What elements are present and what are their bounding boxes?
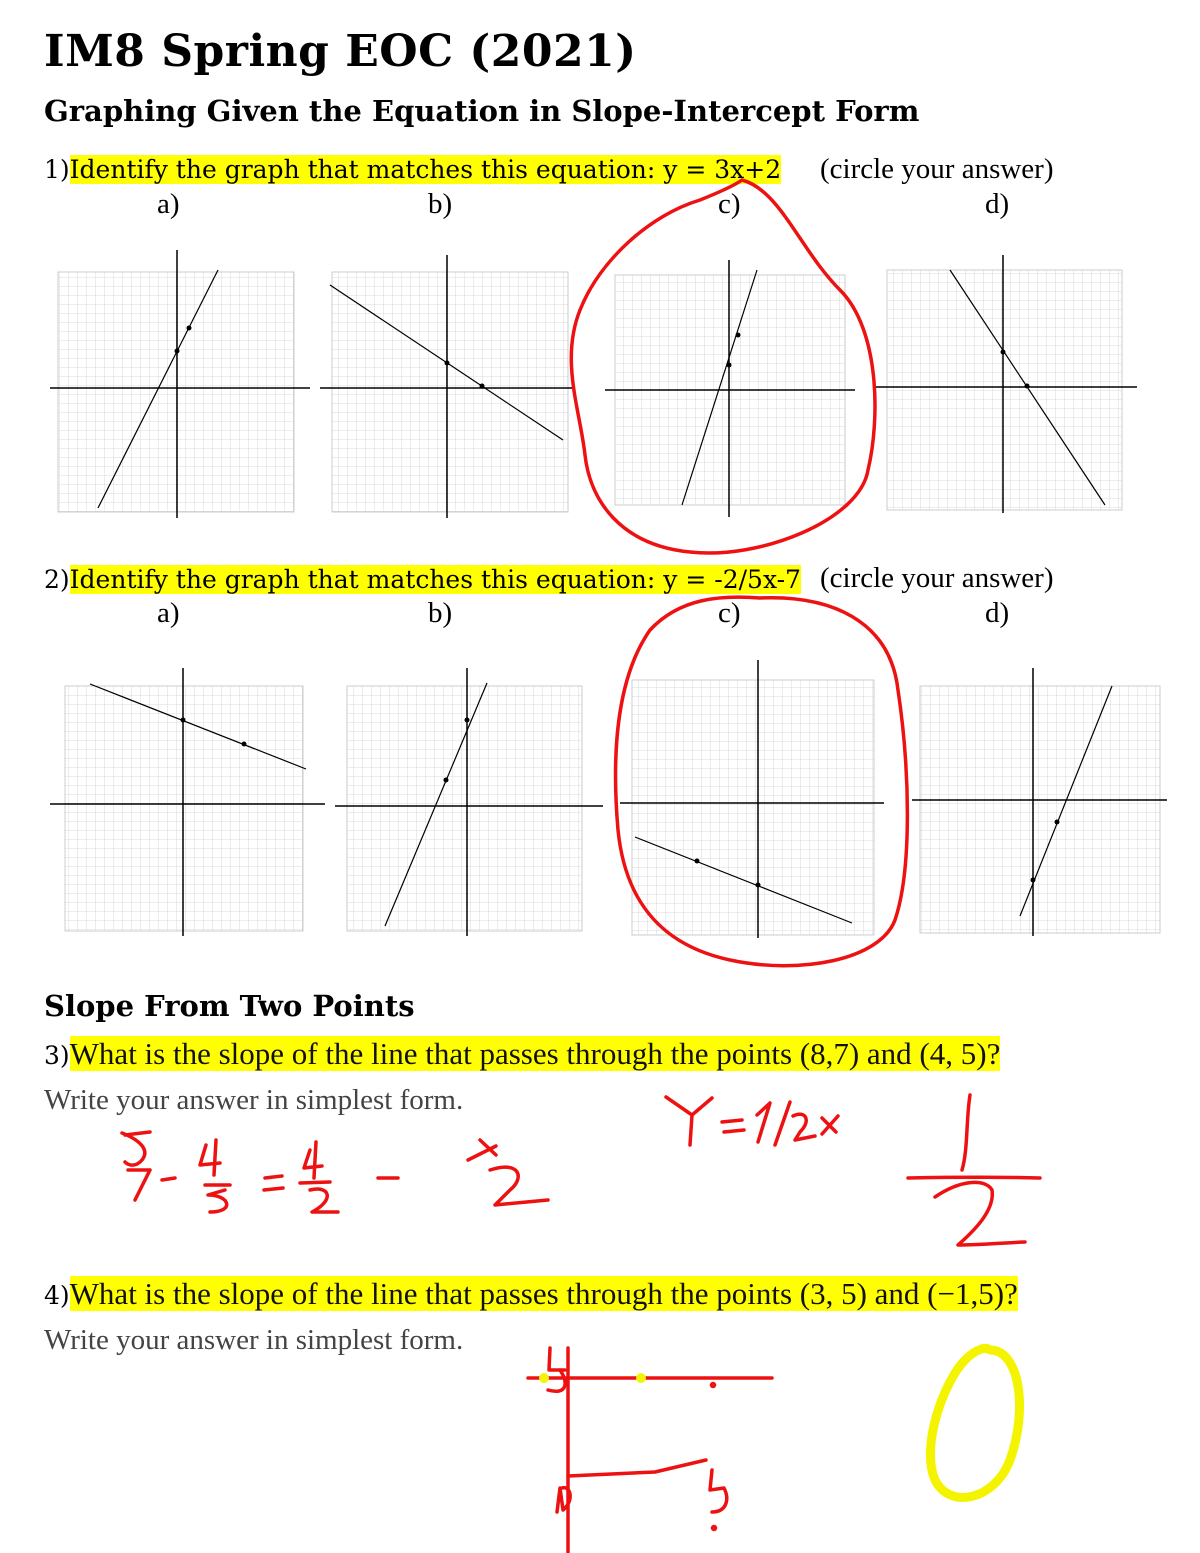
equation: y = -2/5x-7 (663, 565, 801, 594)
question-number: 1) (44, 155, 70, 184)
handwritten-answer-q4 (930, 1348, 1019, 1497)
question-prompt: Identify the graph that matches this equation: (69, 155, 656, 184)
handwritten-work-q3 (122, 1132, 150, 1200)
question-number: 4) (44, 1281, 70, 1310)
handwritten-equation-q3 (666, 1097, 838, 1145)
question-text: What is the slope of the line that passes through the points (3, 5) and (−1,5)? (69, 1276, 1018, 1311)
option-b-label: b) (428, 188, 453, 220)
option-c-label: c) (718, 188, 741, 220)
handwritten-work-q4 (528, 1348, 565, 1391)
section-heading-slope: Slope From Two Points (44, 989, 415, 1023)
option-a-label: a) (157, 597, 180, 629)
q2-graph-a[interactable] (50, 668, 325, 938)
instruction: Write your answer in simplest form. (44, 1084, 464, 1116)
question-1 (44, 155, 781, 184)
q1-graph-d[interactable] (875, 255, 1140, 515)
handwritten-answer-q3 (908, 1095, 1040, 1245)
question-4 (44, 1276, 1018, 1312)
q1-graph-b[interactable] (320, 250, 580, 520)
option-d-label: d) (985, 188, 1010, 220)
q2-graph-c[interactable] (620, 660, 885, 940)
circle-instruction: (circle your answer) (820, 562, 1054, 594)
question-number: 3) (44, 1041, 70, 1070)
option-a-label: a) (157, 188, 180, 220)
q2-graph-d[interactable] (912, 668, 1167, 938)
q1-graph-c[interactable] (605, 255, 860, 520)
equation: y = 3x+2 (663, 155, 782, 184)
page-title: IM8 Spring EOC (2021) (44, 26, 637, 77)
section-heading-graphing: Graphing Given the Equation in Slope-Intercept Form (44, 94, 920, 128)
instruction: Write your answer in simplest form. (44, 1324, 464, 1356)
question-3 (44, 1036, 1000, 1072)
question-prompt: Identify the graph that matches this equation: (69, 565, 656, 594)
option-c-label: c) (718, 597, 741, 629)
question-text: What is the slope of the line that passes through the points (8,7) and (4, 5)? (69, 1036, 1001, 1071)
question-2 (44, 565, 801, 594)
circle-instruction: (circle your answer) (820, 153, 1054, 185)
question-number: 2) (44, 565, 70, 594)
option-b-label: b) (428, 597, 453, 629)
q2-graph-b[interactable] (335, 668, 605, 938)
option-d-label: d) (985, 597, 1010, 629)
q1-graph-a[interactable] (50, 250, 310, 520)
